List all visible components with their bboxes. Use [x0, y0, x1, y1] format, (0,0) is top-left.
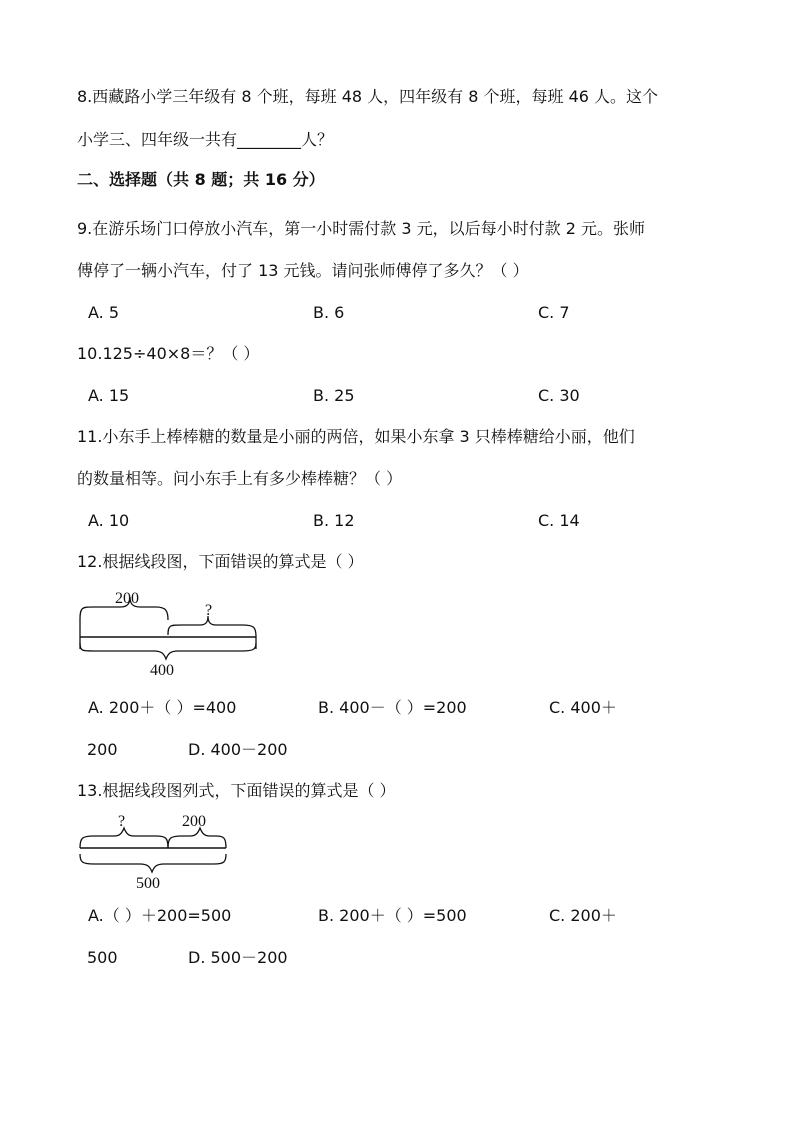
q10-line1: 10.125÷40×8＝？（ ）: [77, 344, 260, 363]
q13-line-segment-diagram: [70, 812, 250, 894]
q13-option-a[interactable]: A.（ ）＋200=500: [88, 906, 232, 925]
q9-option-a[interactable]: A. 5: [88, 303, 120, 322]
q11-line2: 的数量相等。问小东手上有多少棒棒糖？（ ）: [77, 469, 403, 488]
q12-option-b[interactable]: B. 400－（ ）=200: [318, 698, 467, 717]
q12-line-segment-diagram: [70, 585, 270, 680]
q13-option-d[interactable]: D. 500－200: [188, 948, 288, 967]
q12-total-brace: [80, 643, 256, 659]
q9-option-b[interactable]: B. 6: [313, 303, 345, 322]
q13-option-c-continued: 500: [87, 948, 118, 967]
q12-part-label: 200: [115, 590, 139, 607]
q10-option-c[interactable]: C. 30: [538, 386, 580, 405]
q11-option-c[interactable]: C. 14: [538, 511, 580, 530]
q10-option-b[interactable]: B. 25: [313, 386, 355, 405]
q12-total-label: 400: [150, 662, 174, 679]
q13-option-b[interactable]: B. 200＋（ ）=500: [318, 906, 467, 925]
q13-total-label: 500: [136, 875, 160, 892]
q13-unknown-label: ?: [118, 813, 126, 830]
section-title: 二、选择题（共 8 题；共 16 分）: [77, 170, 325, 189]
q12-unknown-label: ?: [205, 602, 213, 619]
q12-option-d[interactable]: D. 400－200: [188, 740, 288, 759]
q13-unknown-brace: [80, 828, 168, 848]
q12-line1: 12.根据线段图，下面错误的算式是（ ）: [77, 552, 364, 571]
q13-option-c[interactable]: C. 200＋: [549, 906, 617, 925]
q12-option-c[interactable]: C. 400＋: [549, 698, 617, 717]
q9-line1: 9.在游乐场门口停放小汽车，第一小时需付款 3 元，以后每小时付款 2 元。张师: [77, 219, 645, 238]
q10-option-a[interactable]: A. 15: [88, 386, 130, 405]
q13-line1: 13.根据线段图列式，下面错误的算式是（ ）: [77, 781, 396, 800]
q11-option-a[interactable]: A. 10: [88, 511, 130, 530]
q8-line2: 小学三、四年级一共有________人？: [77, 130, 334, 149]
q12-option-c-continued: 200: [87, 740, 118, 759]
q9-line2: 傅停了一辆小汽车，付了 13 元钱。请问张师傅停了多久？（ ）: [77, 261, 529, 280]
q13-total-brace: [80, 854, 226, 872]
q13-part-brace: [168, 828, 226, 848]
q8-line1: 8.西藏路小学三年级有 8 个班，每班 48 人，四年级有 8 个班，每班 46 人。这个: [77, 87, 659, 106]
q11-line1: 11.小东手上棒棒糖的数量是小丽的两倍，如果小东拿 3 只棒棒糖给小丽，他们: [77, 427, 635, 446]
q12-option-a[interactable]: A. 200＋（ ）=400: [88, 698, 237, 717]
q11-option-b[interactable]: B. 12: [313, 511, 355, 530]
q9-option-c[interactable]: C. 7: [538, 303, 570, 322]
q13-part-label: 200: [182, 813, 206, 830]
q12-unknown-brace: [168, 616, 256, 637]
